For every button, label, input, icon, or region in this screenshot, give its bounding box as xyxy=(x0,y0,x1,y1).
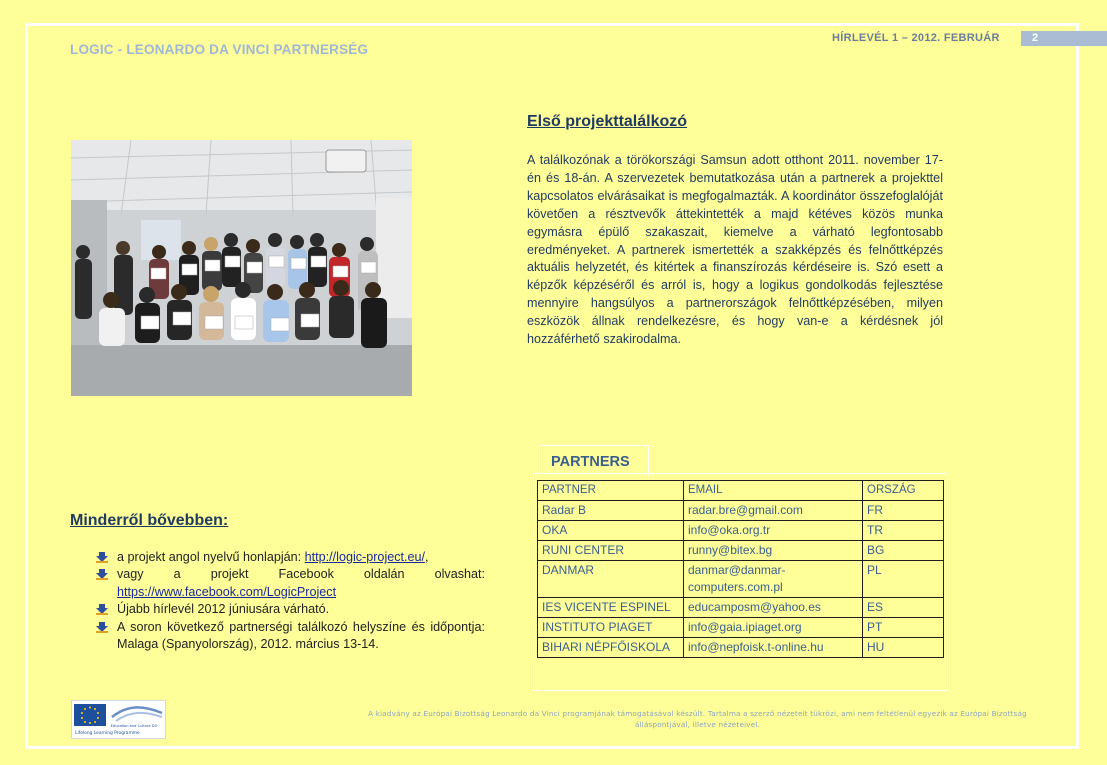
logo-text-programme: Lifelong Learning Programme xyxy=(75,731,140,736)
country-cell: HU xyxy=(863,638,944,658)
email-cell: educamposm@yahoo.es xyxy=(684,598,863,618)
partner-cell: OKA xyxy=(538,521,684,541)
newsletter-title: LOGIC - LEONARDO DA VINCI PARTNERSÉG xyxy=(70,42,369,57)
column-header-partner: PARTNER xyxy=(538,481,684,501)
table-row xyxy=(538,521,944,541)
header-rule xyxy=(1080,31,1107,46)
partner-cell: Radar B xyxy=(538,501,684,521)
issue-label: HÍRLEVÉL 1 – 2012. FEBRUÁR xyxy=(832,32,1000,44)
list-item xyxy=(96,549,485,566)
table-row xyxy=(538,541,944,561)
country-cell: BG xyxy=(863,541,944,561)
table-row xyxy=(538,618,944,638)
page-number: 2 xyxy=(1021,31,1080,46)
list-item xyxy=(96,619,485,654)
email-cell: info@gaia.ipiaget.org xyxy=(684,618,863,638)
list-item xyxy=(96,566,485,601)
item-text: vagy a projekt Facebook oldalán olvashat: xyxy=(117,567,485,582)
arrow-bullet-icon xyxy=(96,604,108,615)
partner-cell: INSTITUTO PIAGET xyxy=(538,618,684,638)
table-row xyxy=(538,501,944,521)
partners-table xyxy=(537,480,944,658)
table-row xyxy=(538,561,944,598)
arrow-bullet-icon xyxy=(96,569,108,580)
arrow-bullet-icon xyxy=(96,552,108,563)
country-cell: TR xyxy=(863,521,944,541)
item-punct: , xyxy=(425,550,429,564)
country-cell: PL xyxy=(863,561,944,598)
email-cell: radar.bre@gmail.com xyxy=(684,501,863,521)
item-text: Újabb hírlevél 2012 júniusára várható. xyxy=(117,602,330,617)
table-row xyxy=(538,598,944,618)
email-cell: info@oka.org.tr xyxy=(684,521,863,541)
country-cell: PT xyxy=(863,618,944,638)
column-header-country: ORSZÁG xyxy=(863,481,944,501)
article-title: Első projekttalálkozó xyxy=(527,113,688,130)
partner-cell: DANMAR xyxy=(538,561,684,598)
project-website-link[interactable]: http://logic-project.eu/ xyxy=(304,550,426,564)
footer-disclaimer: A kiadvány az Európai Bizottság Leonardo da Vinci programjának támogatásával készült. Tartalma a szerző nézeteit tükrözi, ami nem feltétlenül egyezik az Európai Bizottság álláspontjával, illetve nézeteivel. xyxy=(368,709,1027,729)
email-cell: runny@bitex.bg xyxy=(684,541,863,561)
more-info-title: Minderről bővebben: xyxy=(70,512,229,529)
more-info-list xyxy=(96,549,485,653)
partner-cell: IES VICENTE ESPINEL xyxy=(538,598,684,618)
country-cell: ES xyxy=(863,598,944,618)
list-item xyxy=(96,601,485,618)
item-text: A soron következő partnerségi találkozó helyszíne és időpontja: Malaga (Spanyolország), 2012. március 13-14. xyxy=(117,619,485,652)
eu-lifelong-learning-logo xyxy=(71,700,166,739)
table-header-row xyxy=(538,481,944,501)
article-body: A találkozónak a törökországi Samsun adott otthont 2011. november 17-én és 18-án. A szervezetek bemutatkozása után a partnerek a projekttel kapcsolatos elvárásaikat is megfogalmazták. A koordinátor összefoglalóját követően a résztvevők áttekintették a majd kétéves közös munka egymásra épülő szakaszait, kiemelve a várható legfontosabb eredményeket. A partnerek ismertették a szakképzés és felnőttképzés aktuális helyzetét, és kitértek a finanszírozás kérdéseire is. Szó esett a képzők képzéséről és arról is, hogy a logikus gondolkodás fejlesztése mennyire hangsúlyos a partnerországok felnőttképzésében, milyen eszközök állnak rendelkezésre, és hogy van-e a kérdésnek jól hozzáférhető szakirodalma. xyxy=(527,153,943,347)
partner-cell: RUNI CENTER xyxy=(538,541,684,561)
logo-text-education: Education and Culture DG xyxy=(110,724,158,728)
email-cell: danmar@danmar-computers.com.pl xyxy=(684,561,863,598)
partner-cell: BIHARI NÉPFŐISKOLA xyxy=(538,638,684,658)
arrow-bullet-icon xyxy=(96,622,108,633)
column-header-email: EMAIL xyxy=(684,481,863,501)
table-row xyxy=(538,638,944,658)
partners-title: PARTNERS xyxy=(551,454,630,470)
item-text: a projekt angol nyelvű honlapján: xyxy=(117,550,305,564)
email-cell: info@nepfoisk.t-online.hu xyxy=(684,638,863,658)
facebook-link[interactable]: https://www.facebook.com/LogicProject xyxy=(117,584,337,599)
country-cell: FR xyxy=(863,501,944,521)
group-photo xyxy=(71,140,412,396)
